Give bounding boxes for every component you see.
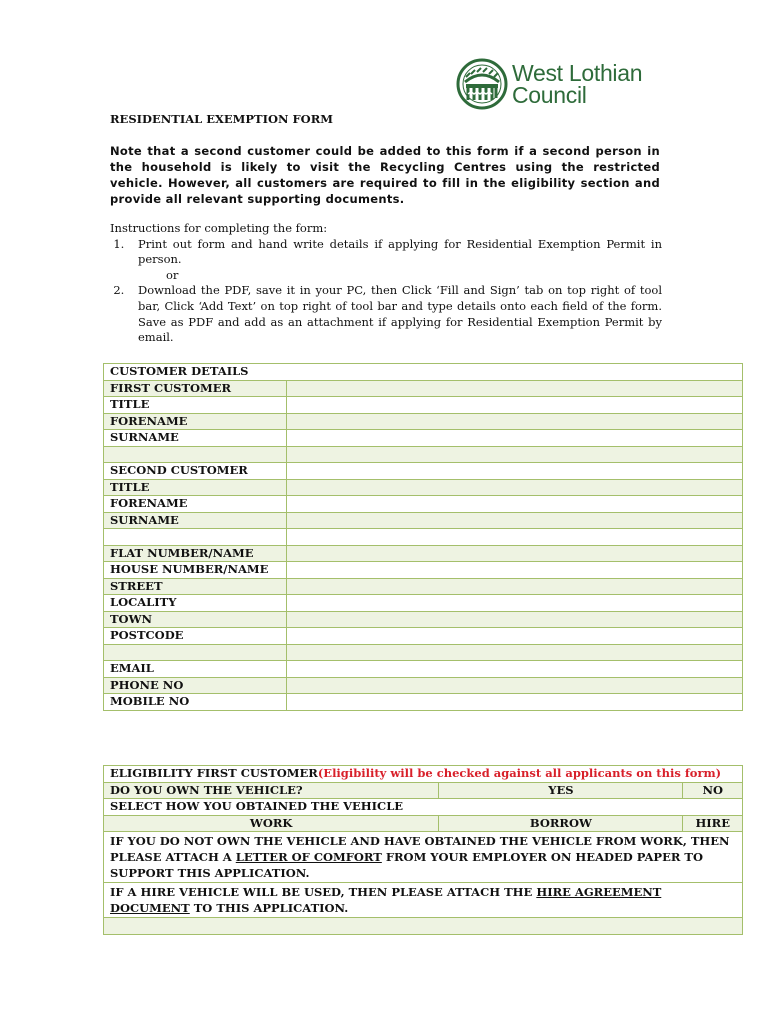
hire-text-2: TO THIS APPLICATION. [189,901,349,915]
house-field[interactable] [287,562,743,579]
customer-details-header: CUSTOMER DETAILS [104,364,743,381]
spacer-field-2[interactable] [287,529,743,546]
surname-1-label: SURNAME [104,430,287,447]
work-text-1: IF YOU DO NOT OWN THE VEHICLE AND HAVE OBTAINED THE VEHICLE FROM WORK, THEN PLEASE ATTACH A [110,834,730,864]
email-label: EMAIL [104,661,287,678]
title-1-label: TITLE [104,397,287,414]
instructions [110,221,662,346]
house-label: HOUSE NUMBER/NAME [104,562,287,579]
first-customer-heading: FIRST CUSTOMER [104,380,287,397]
logo-line-2: Council [512,82,587,108]
council-emblem-icon [456,58,508,110]
instruction-item-2: 2. Download the PDF, save it in your PC, then Click ‘Fill and Sign’ tab on top right of tool bar, Click ‘Add Text’ on top right of tool bar and type details onto each field of the form. Save as PDF and add as an attachment if applying for Residential Exemption Permit by email. [128,283,662,345]
town-field[interactable] [287,611,743,628]
second-customer-heading: SECOND CUSTOMER [104,463,287,480]
flat-label: FLAT NUMBER/NAME [104,545,287,562]
form-title: RESIDENTIAL EXEMPTION FORM [110,112,333,126]
borrow-option[interactable]: BORROW [439,815,683,832]
mobile-label: MOBILE NO [104,694,287,711]
council-name [512,62,642,106]
town-label: TOWN [104,611,287,628]
second-customer-field[interactable] [287,463,743,480]
note-paragraph: Note that a second customer could be added to this form if a second person in the household is likely to visit the Recycling Centres using the restricted vehicle. However, all customers are required to fill in the eligibility section and provide all relevant supporting documents. [110,144,660,206]
postcode-label: POSTCODE [104,628,287,645]
letter-of-comfort-link: LETTER OF COMFORT [235,850,382,864]
spacer-field-1[interactable] [287,446,743,463]
hire-instructions [104,883,743,918]
own-yes-option[interactable]: YES [439,782,683,799]
hire-agreement-link: HIRE AGREEMENT DOCUMENT [110,885,662,915]
forename-1-field[interactable] [287,413,743,430]
locality-label: LOCALITY [104,595,287,612]
work-instructions [104,832,743,883]
eligibility-table [103,765,743,935]
surname-1-field[interactable] [287,430,743,447]
customer-details-table [103,363,743,711]
hire-option[interactable]: HIRE [683,815,743,832]
title-2-field[interactable] [287,479,743,496]
eligibility-header [104,766,743,783]
instruction-or: or [166,267,179,282]
phone-label: PHONE NO [104,677,287,694]
instructions-list [110,237,662,346]
eligibility-note: (Eligibility will be checked against all applicants on this form) [317,766,722,781]
own-vehicle-question: DO YOU OWN THE VEHICLE? [104,782,439,799]
surname-2-field[interactable] [287,512,743,529]
email-field[interactable] [287,661,743,678]
logo-line-1: West Lothian [512,60,643,86]
spacer-row-1 [104,446,287,463]
flat-field[interactable] [287,545,743,562]
title-1-field[interactable] [287,397,743,414]
own-no-option[interactable]: NO [683,782,743,799]
postcode-field[interactable] [287,628,743,645]
spacer-field-3[interactable] [287,644,743,661]
instruction-item-1 [128,237,662,284]
forename-2-field[interactable] [287,496,743,513]
forename-1-label: FORENAME [104,413,287,430]
surname-2-label: SURNAME [104,512,287,529]
work-text-2: FROM YOUR EMPLOYER ON HEADED PAPER TO SUPPORT THIS APPLICATION. [110,850,703,880]
spacer-row-2 [104,529,287,546]
mobile-field[interactable] [287,694,743,711]
street-label: STREET [104,578,287,595]
instructions-intro: Instructions for completing the form: [110,221,328,235]
locality-field[interactable] [287,595,743,612]
first-customer-field[interactable] [287,380,743,397]
spacer-row-3 [104,644,287,661]
title-2-label: TITLE [104,479,287,496]
work-option[interactable]: WORK [104,815,439,832]
hire-text-1: IF A HIRE VEHICLE WILL BE USED, THEN PLEASE ATTACH THE [110,885,537,899]
forename-2-label: FORENAME [104,496,287,513]
phone-field[interactable] [287,677,743,694]
eligibility-blank-row[interactable] [104,918,743,935]
eligibility-title: ELIGIBILITY FIRST CUSTOMER [110,766,318,781]
instruction-item-1-text: Print out form and hand write details if applying for Residential Exemption Permit in person. [138,236,662,267]
select-obtained-question: SELECT HOW YOU OBTAINED THE VEHICLE [104,799,743,816]
street-field[interactable] [287,578,743,595]
council-logo [456,58,642,110]
